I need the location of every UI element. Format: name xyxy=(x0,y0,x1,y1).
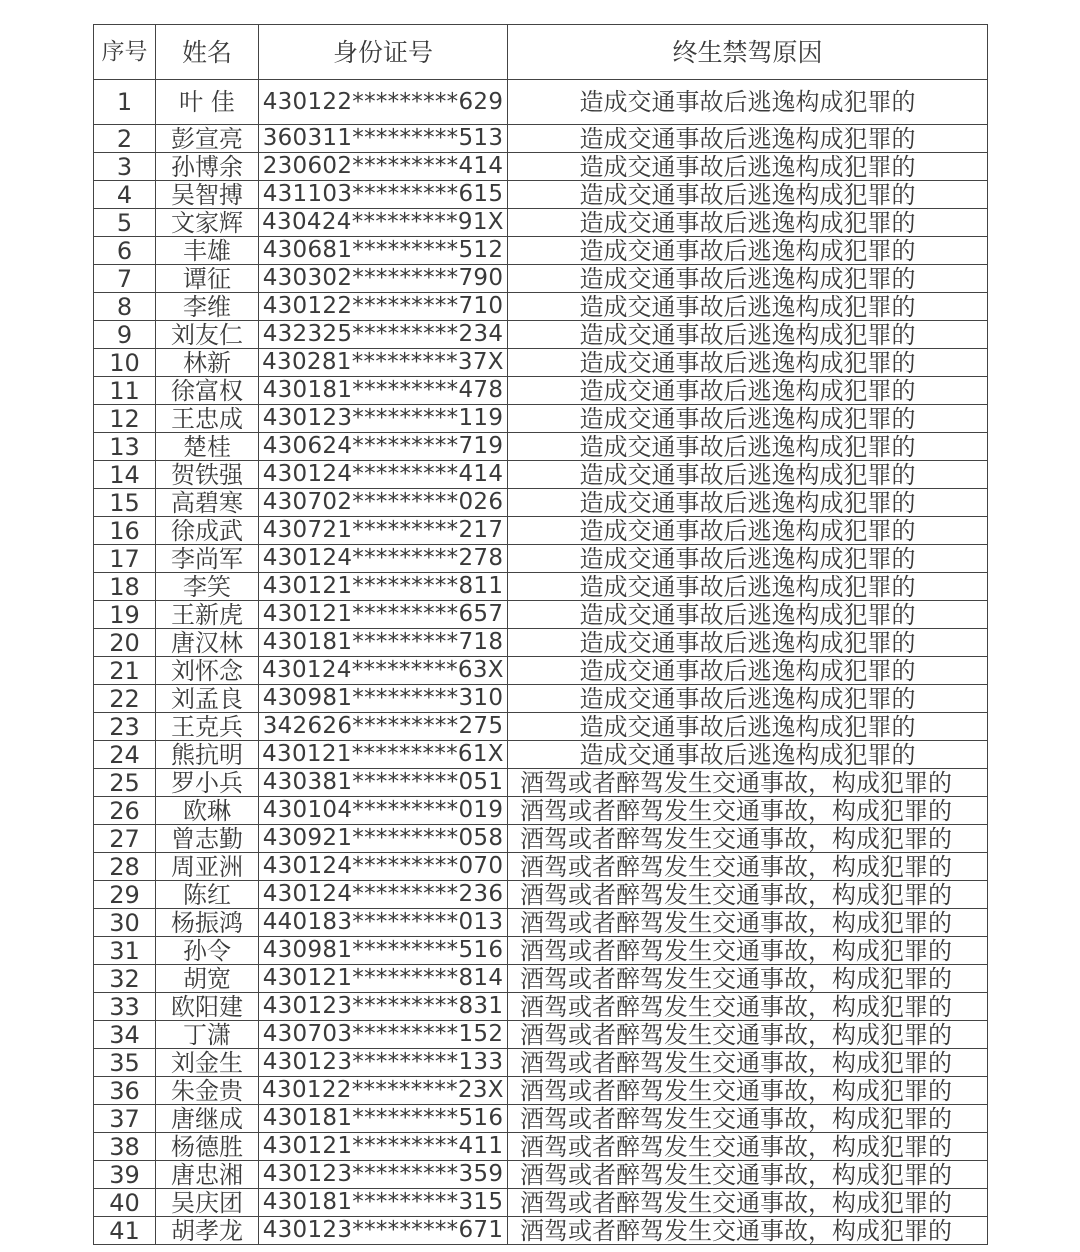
row-name: 楚桂 xyxy=(156,433,259,461)
row-seq: 10 xyxy=(94,349,156,377)
row-reason: 造成交通事故后逃逸构成犯罪的 xyxy=(508,265,988,293)
table-row xyxy=(94,125,988,153)
row-name: 丰雄 xyxy=(156,237,259,265)
row-name: 李尚军 xyxy=(156,545,259,573)
row-id-number: 430124*********278 xyxy=(259,545,508,573)
row-name: 刘金生 xyxy=(156,1049,259,1077)
table-row xyxy=(94,1105,988,1133)
row-name: 李维 xyxy=(156,293,259,321)
row-seq: 21 xyxy=(94,657,156,685)
row-seq: 11 xyxy=(94,377,156,405)
table-row xyxy=(94,80,988,125)
header-reason: 终生禁驾原因 xyxy=(508,25,988,80)
row-name: 王克兵 xyxy=(156,713,259,741)
row-name: 胡宽 xyxy=(156,965,259,993)
row-id-number: 430624*********719 xyxy=(259,433,508,461)
row-reason: 造成交通事故后逃逸构成犯罪的 xyxy=(508,657,988,685)
row-reason: 酒驾或者醉驾发生交通事故，构成犯罪的 xyxy=(508,1105,988,1133)
row-reason: 造成交通事故后逃逸构成犯罪的 xyxy=(508,461,988,489)
table-row xyxy=(94,825,988,853)
row-reason: 造成交通事故后逃逸构成犯罪的 xyxy=(508,153,988,181)
row-seq: 19 xyxy=(94,601,156,629)
row-reason: 酒驾或者醉驾发生交通事故，构成犯罪的 xyxy=(508,769,988,797)
row-name: 吴智搏 xyxy=(156,181,259,209)
row-id-number: 430122*********23X xyxy=(259,1077,508,1105)
row-seq: 22 xyxy=(94,685,156,713)
table-row xyxy=(94,965,988,993)
row-reason: 酒驾或者醉驾发生交通事故，构成犯罪的 xyxy=(508,881,988,909)
row-seq: 28 xyxy=(94,853,156,881)
row-reason: 造成交通事故后逃逸构成犯罪的 xyxy=(508,209,988,237)
row-seq: 27 xyxy=(94,825,156,853)
row-seq: 12 xyxy=(94,405,156,433)
row-id-number: 230602*********414 xyxy=(259,153,508,181)
table-row xyxy=(94,769,988,797)
row-name: 欧阳建 xyxy=(156,993,259,1021)
row-seq: 31 xyxy=(94,937,156,965)
row-name: 唐忠湘 xyxy=(156,1161,259,1189)
row-reason: 造成交通事故后逃逸构成犯罪的 xyxy=(508,321,988,349)
row-seq: 35 xyxy=(94,1049,156,1077)
row-name: 丁潇 xyxy=(156,1021,259,1049)
row-name: 孙令 xyxy=(156,937,259,965)
row-reason: 酒驾或者醉驾发生交通事故，构成犯罪的 xyxy=(508,1217,988,1245)
table-row xyxy=(94,881,988,909)
row-name: 谭征 xyxy=(156,265,259,293)
row-id-number: 430181*********315 xyxy=(259,1189,508,1217)
row-id-number: 430721*********217 xyxy=(259,517,508,545)
row-name: 周亚洲 xyxy=(156,853,259,881)
table-row xyxy=(94,573,988,601)
table-row xyxy=(94,853,988,881)
row-name: 胡孝龙 xyxy=(156,1217,259,1245)
row-seq: 29 xyxy=(94,881,156,909)
table-row xyxy=(94,937,988,965)
row-seq: 26 xyxy=(94,797,156,825)
row-name: 王忠成 xyxy=(156,405,259,433)
row-reason: 造成交通事故后逃逸构成犯罪的 xyxy=(508,601,988,629)
row-name: 徐成武 xyxy=(156,517,259,545)
row-id-number: 431103*********615 xyxy=(259,181,508,209)
row-id-number: 430124*********070 xyxy=(259,853,508,881)
row-reason: 造成交通事故后逃逸构成犯罪的 xyxy=(508,545,988,573)
row-reason: 酒驾或者醉驾发生交通事故，构成犯罪的 xyxy=(508,797,988,825)
row-seq: 36 xyxy=(94,1077,156,1105)
header-id: 身份证号 xyxy=(259,25,508,80)
row-id-number: 430121*********811 xyxy=(259,573,508,601)
table-row xyxy=(94,993,988,1021)
row-id-number: 440183*********013 xyxy=(259,909,508,937)
row-seq: 4 xyxy=(94,181,156,209)
row-id-number: 430123*********831 xyxy=(259,993,508,1021)
row-id-number: 430124*********414 xyxy=(259,461,508,489)
table-row xyxy=(94,1189,988,1217)
row-id-number: 430123*********133 xyxy=(259,1049,508,1077)
row-id-number: 430181*********718 xyxy=(259,629,508,657)
table-row xyxy=(94,1021,988,1049)
row-reason: 酒驾或者醉驾发生交通事故，构成犯罪的 xyxy=(508,825,988,853)
row-reason: 造成交通事故后逃逸构成犯罪的 xyxy=(508,293,988,321)
row-id-number: 430921*********058 xyxy=(259,825,508,853)
row-seq: 40 xyxy=(94,1189,156,1217)
row-reason: 造成交通事故后逃逸构成犯罪的 xyxy=(508,573,988,601)
row-seq: 3 xyxy=(94,153,156,181)
row-id-number: 430302*********790 xyxy=(259,265,508,293)
row-reason: 酒驾或者醉驾发生交通事故，构成犯罪的 xyxy=(508,1021,988,1049)
row-name: 李笑 xyxy=(156,573,259,601)
table-row xyxy=(94,545,988,573)
row-seq: 38 xyxy=(94,1133,156,1161)
table-row xyxy=(94,1217,988,1245)
row-seq: 17 xyxy=(94,545,156,573)
table-row xyxy=(94,685,988,713)
row-seq: 24 xyxy=(94,741,156,769)
table-row xyxy=(94,1133,988,1161)
table-row xyxy=(94,461,988,489)
row-seq: 7 xyxy=(94,265,156,293)
row-id-number: 430122*********629 xyxy=(259,80,508,125)
row-seq: 34 xyxy=(94,1021,156,1049)
table-row xyxy=(94,349,988,377)
row-name: 林新 xyxy=(156,349,259,377)
table-row xyxy=(94,377,988,405)
row-id-number: 430124*********236 xyxy=(259,881,508,909)
row-name: 徐富权 xyxy=(156,377,259,405)
table-row xyxy=(94,153,988,181)
row-id-number: 360311*********513 xyxy=(259,125,508,153)
row-seq: 41 xyxy=(94,1217,156,1245)
row-id-number: 430181*********478 xyxy=(259,377,508,405)
table-row xyxy=(94,629,988,657)
row-seq: 33 xyxy=(94,993,156,1021)
row-id-number: 430981*********310 xyxy=(259,685,508,713)
row-name: 彭宣亮 xyxy=(156,125,259,153)
row-id-number: 430121*********814 xyxy=(259,965,508,993)
table-row xyxy=(94,909,988,937)
table-row xyxy=(94,657,988,685)
row-id-number: 430123*********671 xyxy=(259,1217,508,1245)
header-seq: 序号 xyxy=(94,25,156,80)
row-seq: 13 xyxy=(94,433,156,461)
row-id-number: 430703*********152 xyxy=(259,1021,508,1049)
row-name: 陈红 xyxy=(156,881,259,909)
row-id-number: 430124*********63X xyxy=(259,657,508,685)
row-seq: 15 xyxy=(94,489,156,517)
row-seq: 18 xyxy=(94,573,156,601)
table-row xyxy=(94,1077,988,1105)
table-row xyxy=(94,1049,988,1077)
table-row xyxy=(94,433,988,461)
row-seq: 5 xyxy=(94,209,156,237)
row-reason: 造成交通事故后逃逸构成犯罪的 xyxy=(508,433,988,461)
table-row xyxy=(94,797,988,825)
row-name: 高碧寒 xyxy=(156,489,259,517)
row-name: 杨德胜 xyxy=(156,1133,259,1161)
table-row xyxy=(94,293,988,321)
row-name: 曾志勤 xyxy=(156,825,259,853)
row-name: 唐汉林 xyxy=(156,629,259,657)
row-seq: 25 xyxy=(94,769,156,797)
table-row xyxy=(94,321,988,349)
row-seq: 23 xyxy=(94,713,156,741)
row-seq: 6 xyxy=(94,237,156,265)
row-name: 孙博余 xyxy=(156,153,259,181)
row-reason: 造成交通事故后逃逸构成犯罪的 xyxy=(508,741,988,769)
row-reason: 酒驾或者醉驾发生交通事故，构成犯罪的 xyxy=(508,1133,988,1161)
row-reason: 酒驾或者醉驾发生交通事故，构成犯罪的 xyxy=(508,993,988,1021)
row-reason: 造成交通事故后逃逸构成犯罪的 xyxy=(508,685,988,713)
table-row xyxy=(94,741,988,769)
row-reason: 造成交通事故后逃逸构成犯罪的 xyxy=(508,377,988,405)
table-row xyxy=(94,517,988,545)
row-id-number: 430681*********512 xyxy=(259,237,508,265)
row-id-number: 342626*********275 xyxy=(259,713,508,741)
row-name: 欧琳 xyxy=(156,797,259,825)
row-reason: 造成交通事故后逃逸构成犯罪的 xyxy=(508,517,988,545)
row-reason: 造成交通事故后逃逸构成犯罪的 xyxy=(508,237,988,265)
row-name: 刘友仁 xyxy=(156,321,259,349)
row-id-number: 430121*********657 xyxy=(259,601,508,629)
row-seq: 32 xyxy=(94,965,156,993)
table-row xyxy=(94,1161,988,1189)
ban-list-table xyxy=(93,24,988,1245)
row-reason: 酒驾或者醉驾发生交通事故，构成犯罪的 xyxy=(508,937,988,965)
row-id-number: 430122*********710 xyxy=(259,293,508,321)
row-reason: 造成交通事故后逃逸构成犯罪的 xyxy=(508,405,988,433)
row-reason: 酒驾或者醉驾发生交通事故，构成犯罪的 xyxy=(508,909,988,937)
row-reason: 酒驾或者醉驾发生交通事故，构成犯罪的 xyxy=(508,1077,988,1105)
row-seq: 30 xyxy=(94,909,156,937)
row-reason: 造成交通事故后逃逸构成犯罪的 xyxy=(508,80,988,125)
row-reason: 酒驾或者醉驾发生交通事故，构成犯罪的 xyxy=(508,853,988,881)
row-reason: 造成交通事故后逃逸构成犯罪的 xyxy=(508,125,988,153)
row-name: 杨振鸿 xyxy=(156,909,259,937)
row-name: 朱金贵 xyxy=(156,1077,259,1105)
row-reason: 酒驾或者醉驾发生交通事故，构成犯罪的 xyxy=(508,1049,988,1077)
row-name: 叶 佳 xyxy=(156,80,259,125)
row-reason: 酒驾或者醉驾发生交通事故，构成犯罪的 xyxy=(508,965,988,993)
table-row xyxy=(94,265,988,293)
table-row xyxy=(94,713,988,741)
row-seq: 1 xyxy=(94,80,156,125)
row-reason: 造成交通事故后逃逸构成犯罪的 xyxy=(508,181,988,209)
row-reason: 造成交通事故后逃逸构成犯罪的 xyxy=(508,349,988,377)
row-reason: 造成交通事故后逃逸构成犯罪的 xyxy=(508,489,988,517)
header-name: 姓名 xyxy=(156,25,259,80)
row-id-number: 430702*********026 xyxy=(259,489,508,517)
row-seq: 39 xyxy=(94,1161,156,1189)
row-seq: 16 xyxy=(94,517,156,545)
row-name: 吴庆团 xyxy=(156,1189,259,1217)
row-reason: 酒驾或者醉驾发生交通事故，构成犯罪的 xyxy=(508,1189,988,1217)
row-reason: 酒驾或者醉驾发生交通事故，构成犯罪的 xyxy=(508,1161,988,1189)
row-name: 罗小兵 xyxy=(156,769,259,797)
table-row xyxy=(94,181,988,209)
row-id-number: 430424*********91X xyxy=(259,209,508,237)
row-reason: 造成交通事故后逃逸构成犯罪的 xyxy=(508,629,988,657)
row-name: 唐继成 xyxy=(156,1105,259,1133)
table-row xyxy=(94,601,988,629)
table-row xyxy=(94,405,988,433)
row-id-number: 432325*********234 xyxy=(259,321,508,349)
row-seq: 9 xyxy=(94,321,156,349)
table-row xyxy=(94,489,988,517)
row-id-number: 430123*********359 xyxy=(259,1161,508,1189)
row-seq: 8 xyxy=(94,293,156,321)
table-row xyxy=(94,237,988,265)
row-id-number: 430123*********119 xyxy=(259,405,508,433)
row-name: 刘孟良 xyxy=(156,685,259,713)
row-seq: 37 xyxy=(94,1105,156,1133)
row-reason: 造成交通事故后逃逸构成犯罪的 xyxy=(508,713,988,741)
row-name: 王新虎 xyxy=(156,601,259,629)
row-name: 熊抗明 xyxy=(156,741,259,769)
row-id-number: 430281*********37X xyxy=(259,349,508,377)
row-seq: 20 xyxy=(94,629,156,657)
row-name: 文家辉 xyxy=(156,209,259,237)
table-header-row xyxy=(94,25,988,80)
row-id-number: 430104*********019 xyxy=(259,797,508,825)
row-id-number: 430981*********516 xyxy=(259,937,508,965)
row-seq: 14 xyxy=(94,461,156,489)
row-id-number: 430121*********61X xyxy=(259,741,508,769)
row-name: 刘怀念 xyxy=(156,657,259,685)
row-id-number: 430381*********051 xyxy=(259,769,508,797)
row-id-number: 430121*********411 xyxy=(259,1133,508,1161)
row-id-number: 430181*********516 xyxy=(259,1105,508,1133)
table-row xyxy=(94,209,988,237)
row-seq: 2 xyxy=(94,125,156,153)
row-name: 贺铁强 xyxy=(156,461,259,489)
